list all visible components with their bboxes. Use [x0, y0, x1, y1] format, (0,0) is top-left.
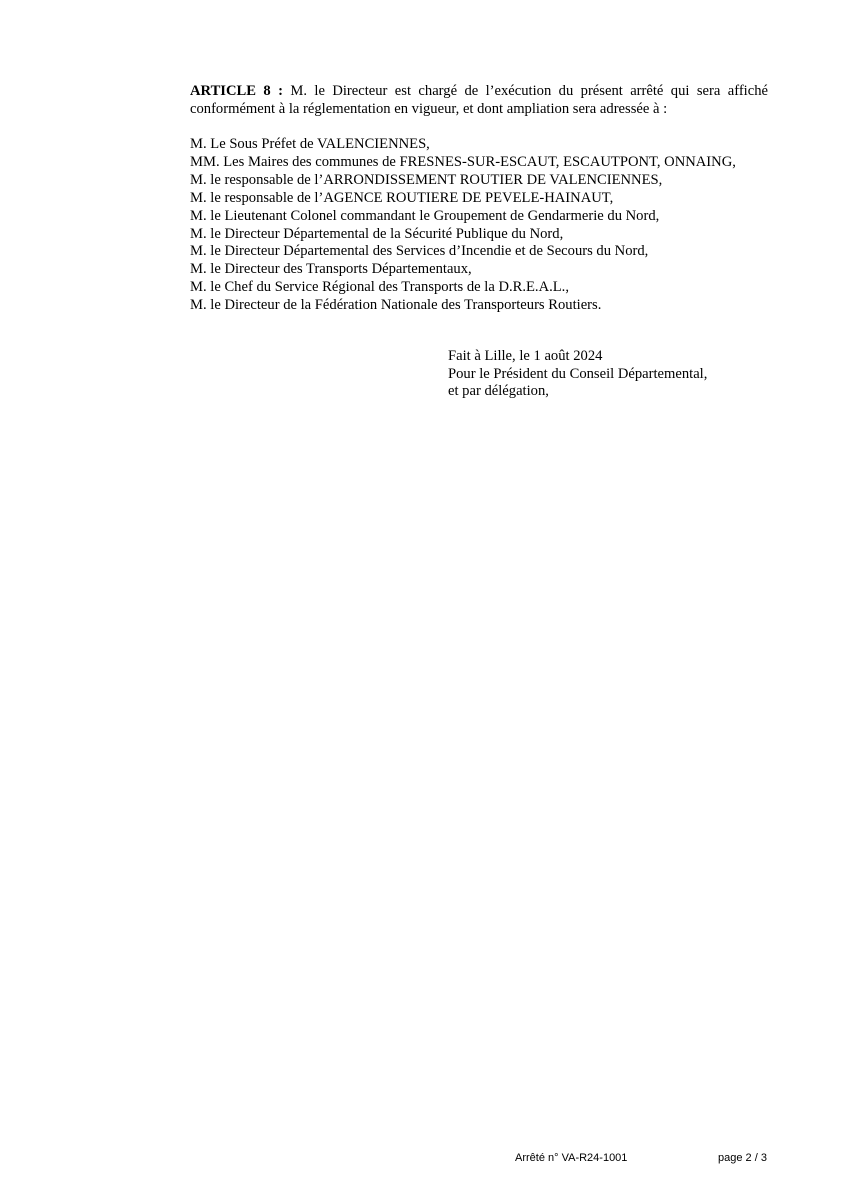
recipient-item: M. le Directeur Départemental de la Sécurité Publique du Nord, — [190, 225, 564, 242]
recipient-item: MM. Les Maires des communes de FRESNES-SUR-ESCAUT, ESCAUTPONT, ONNAING, — [190, 153, 736, 170]
article-8-text: M. le Directeur est chargé de l’exécution du présent arrêté qui sera affiché conformément à la réglementation en vigueur, et dont ampliation sera adressée à : — [190, 83, 768, 117]
recipients-list — [190, 136, 810, 315]
article-8-label: ARTICLE 8 : — [190, 83, 283, 99]
recipient-item: M. Le Sous Préfet de VALENCIENNES, — [190, 136, 430, 152]
signature-place-date: Fait à Lille, le 1 août 2024 — [448, 348, 603, 364]
article-8-paragraph — [190, 82, 768, 118]
signature-delegation: et par délégation, — [448, 383, 549, 399]
signature-authority: Pour le Président du Conseil Départemental, — [448, 365, 708, 382]
recipient-item: M. le Lieutenant Colonel commandant le Groupement de Gendarmerie du Nord, — [190, 207, 660, 224]
signature-block — [448, 348, 808, 401]
recipient-item: M. le Directeur Départemental des Services d’Incendie et de Secours du Nord, — [190, 243, 649, 260]
recipient-item: M. le Directeur des Transports Départementaux, — [190, 261, 472, 278]
recipient-item: M. le responsable de l’AGENCE ROUTIERE DE PEVELE-HAINAUT, — [190, 189, 614, 206]
recipient-item: M. le Directeur de la Fédération Nationale des Transporteurs Routiers. — [190, 297, 602, 314]
recipient-item: M. le responsable de l’ARRONDISSEMENT ROUTIER DE VALENCIENNES, — [190, 171, 663, 188]
footer-reference: Arrêté n° VA-R24-1001 — [515, 1152, 628, 1164]
recipient-item: M. le Chef du Service Régional des Transports de la D.R.E.A.L., — [190, 279, 569, 296]
footer-page-number: page 2 / 3 — [718, 1152, 767, 1164]
